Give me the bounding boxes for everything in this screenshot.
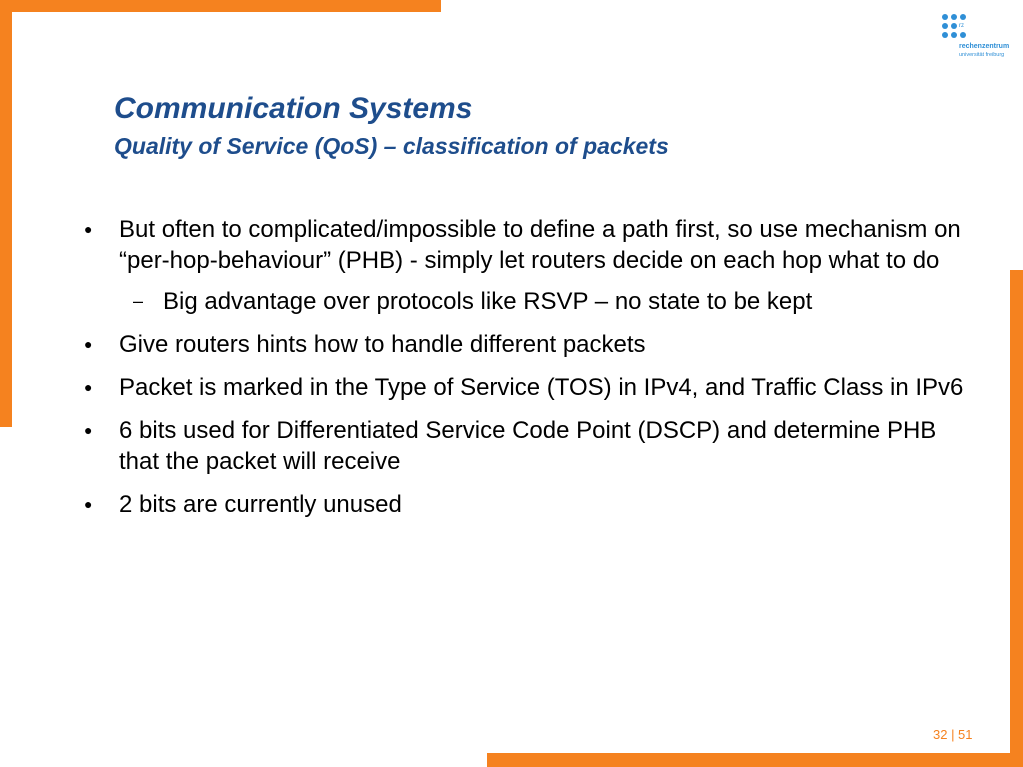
bullet-text: But often to complicated/impossible to define a path first, so use mechanism on “per-hop-behaviour” (PHB) - simply let routers decide on each hop what to do [119, 216, 961, 274]
bullet-dot-icon: ● [84, 221, 93, 237]
slide-title: Communication Systems [114, 92, 473, 125]
bullet-dot-icon: ● [84, 422, 93, 438]
bullet-dot-icon: ● [84, 336, 93, 352]
page-number: 32 | 51 [933, 727, 973, 742]
bullet-text: 6 bits used for Differentiated Service Code Point (DSCP) and determine PHB that the packet will receive [119, 417, 937, 475]
bullet-item [84, 415, 964, 477]
dash-icon: – [133, 291, 144, 311]
bullet-list [84, 214, 964, 532]
bullet-dot-icon: ● [84, 379, 93, 395]
bullet-item [84, 489, 964, 520]
bullet-text: Packet is marked in the Type of Service (TOS) in IPv4, and Traffic Class in IPv6 [119, 374, 964, 401]
right-accent-bar [1010, 270, 1023, 767]
bottom-accent-bar [487, 753, 1023, 767]
logo-mark: rz [959, 23, 964, 29]
sub-bullet-item [119, 286, 964, 317]
logo-line1: rechenzentrum [959, 43, 1010, 50]
left-accent-bar [0, 0, 12, 427]
bullet-text: 2 bits are currently unused [119, 491, 402, 518]
bullet-item [84, 372, 964, 403]
bullet-item [84, 214, 964, 317]
bullet-item [84, 329, 964, 360]
bullet-dot-icon: ● [84, 496, 93, 512]
sub-bullet-text: Big advantage over protocols like RSVP – no state to be kept [163, 288, 813, 315]
university-logo [938, 14, 1018, 66]
bullet-text: Give routers hints how to handle different packets [119, 331, 646, 358]
logo-line2: universität freiburg [959, 52, 1005, 58]
slide-subtitle: Quality of Service (QoS) – classification of packets [114, 133, 669, 159]
top-accent-bar [0, 0, 441, 12]
